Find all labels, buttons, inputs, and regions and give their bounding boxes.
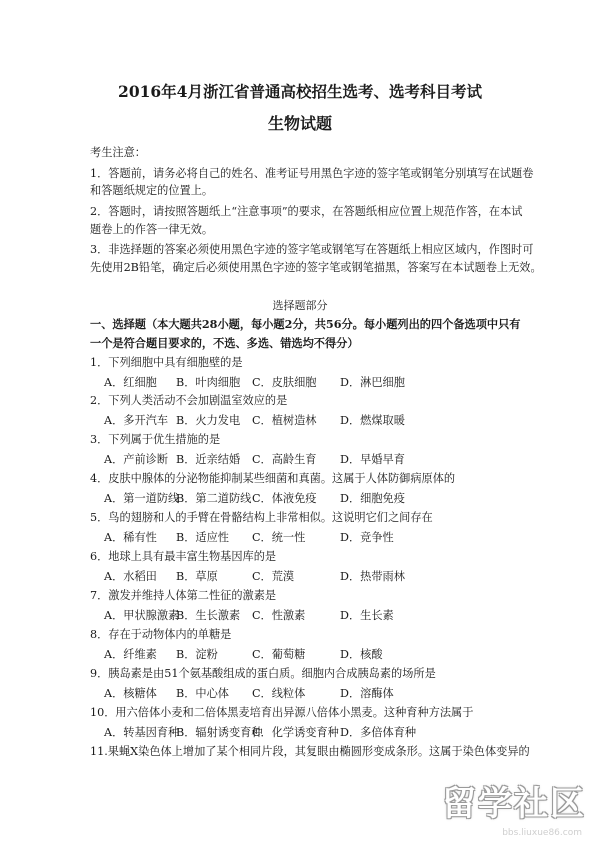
- option-a[interactable]: A．核糖体: [104, 687, 157, 700]
- part1-instruction-line-1: 一、选择题（本大题共28小题，每小题2分，共56分。每小题列出的四个备选项中只有: [90, 317, 521, 331]
- notice-item-2-line-2: 题卷上的作答一律无效。: [90, 223, 214, 236]
- notice-item-1-line-2: 和答题纸规定的位置上。: [90, 184, 214, 197]
- question-stem: 4．皮肤中腺体的分泌物能抑制某些细菌和真菌。这属于人体防御病原体的: [90, 472, 456, 485]
- option-a[interactable]: A．转基因育种: [104, 726, 180, 739]
- option-b[interactable]: B．第二道防线: [176, 492, 252, 505]
- option-a[interactable]: A．多开汽车: [104, 414, 169, 427]
- option-d[interactable]: D．燃煤取暖: [340, 414, 405, 427]
- option-d[interactable]: D．淋巴细胞: [340, 376, 405, 389]
- option-b[interactable]: B．辐射诱变育种: [176, 726, 263, 739]
- question-stem: 8．存在于动物体内的单糖是: [90, 628, 232, 641]
- option-c[interactable]: C．统一性: [252, 531, 306, 544]
- watermark-text: 留学社区: [442, 784, 586, 824]
- notice-item-3-line-1: 3．非选择题的答案必须使用黑色字迹的签字笔或钢笔写在答题纸上相应区域内，作图时可: [90, 243, 534, 256]
- option-a[interactable]: A．产前诊断: [104, 453, 169, 466]
- option-d[interactable]: D．多倍体育种: [340, 726, 417, 739]
- question-stem: 11.果蝇X染色体上增加了某个相同片段，其复眼由椭圆形变成条形。这属于染色体变异的: [90, 745, 530, 758]
- option-c[interactable]: C．皮肤细胞: [252, 376, 317, 389]
- option-c[interactable]: C．化学诱变育种: [252, 726, 339, 739]
- option-b[interactable]: B．火力发电: [176, 414, 241, 427]
- option-c[interactable]: C．高龄生育: [252, 453, 317, 466]
- option-c[interactable]: C．荒漠: [252, 570, 295, 583]
- option-a[interactable]: A．第一道防线: [104, 492, 180, 505]
- question-stem: 3．下列属于优生措施的是: [90, 433, 221, 446]
- watermark-logo: [436, 776, 586, 840]
- part1-instruction-line-2: 一个是符合题目要求的，不选、多选、错选均不得分）: [90, 336, 359, 350]
- option-b[interactable]: B．适应性: [176, 531, 229, 544]
- notice-item-3-line-2: 先使用2B铅笔，确定后必须使用黑色字迹的签字笔或钢笔描黑，答案写在本试题卷上无效。: [90, 261, 542, 274]
- option-d[interactable]: D．竞争性: [340, 531, 394, 544]
- option-a[interactable]: A．甲状腺激素: [104, 609, 180, 622]
- exam-subtitle: 生物试题: [267, 114, 332, 133]
- option-c[interactable]: C．性激素: [252, 609, 306, 622]
- option-c[interactable]: C．植树造林: [252, 414, 317, 427]
- option-b[interactable]: B．近亲结婚: [176, 453, 241, 466]
- section-title: 选择题部分: [272, 299, 328, 312]
- exam-title: 2016年4月浙江省普通高校招生选考、选考科目考试: [118, 82, 482, 101]
- option-a[interactable]: A．稀有性: [104, 531, 157, 544]
- notice-item-1-line-1: 1．答题前，请务必将自己的姓名、准考证号用黑色字迹的签字笔或钢笔分别填写在试题卷: [90, 167, 534, 180]
- notice-item-2-line-1: 2．答题时，请按照答题纸上“注意事项”的要求，在答题纸相应位置上规范作答，在本试: [90, 205, 523, 218]
- option-d[interactable]: D．细胞免疫: [340, 492, 405, 505]
- option-a[interactable]: A．红细胞: [104, 376, 157, 389]
- option-d[interactable]: D．生长素: [340, 609, 394, 622]
- option-c[interactable]: C．体液免疫: [252, 492, 317, 505]
- question-stem: 9．胰岛素是由51个氨基酸组成的蛋白质。细胞内合成胰岛素的场所是: [90, 667, 436, 680]
- option-b[interactable]: B．淀粉: [176, 648, 218, 661]
- option-b[interactable]: B．叶肉细胞: [176, 376, 241, 389]
- option-b[interactable]: B．草原: [176, 570, 218, 583]
- option-b[interactable]: B．中心体: [176, 687, 229, 700]
- option-a[interactable]: A．水稻田: [104, 570, 157, 583]
- question-stem: 6．地球上具有最丰富生物基因库的是: [90, 550, 277, 563]
- option-b[interactable]: B．生长激素: [176, 609, 241, 622]
- option-c[interactable]: C．线粒体: [252, 687, 306, 700]
- question-stem: 5．鸟的翅膀和人的手臂在骨骼结构上非常相似。这说明它们之间存在: [90, 511, 433, 524]
- question-stem: 2．下列人类活动不会加剧温室效应的是: [90, 394, 288, 407]
- question-stem: 1．下列细胞中具有细胞壁的是: [90, 356, 243, 369]
- option-a[interactable]: A．纤维素: [104, 648, 157, 661]
- notice-heading: 考生注意：: [90, 146, 146, 159]
- option-d[interactable]: D．核酸: [340, 648, 383, 661]
- option-d[interactable]: D．溶酶体: [340, 687, 394, 700]
- option-c[interactable]: C．葡萄糖: [252, 648, 306, 661]
- option-d[interactable]: D．早婚早育: [340, 453, 405, 466]
- option-d[interactable]: D．热带雨林: [340, 570, 405, 583]
- question-stem: 7．激发并维持人体第二性征的激素是: [90, 589, 277, 602]
- question-stem: 10．用六倍体小麦和二倍体黑麦培育出异源八倍体小黑麦。这种育种方法属于: [90, 706, 474, 719]
- watermark-url: bbs.liuxue86.com: [502, 828, 582, 838]
